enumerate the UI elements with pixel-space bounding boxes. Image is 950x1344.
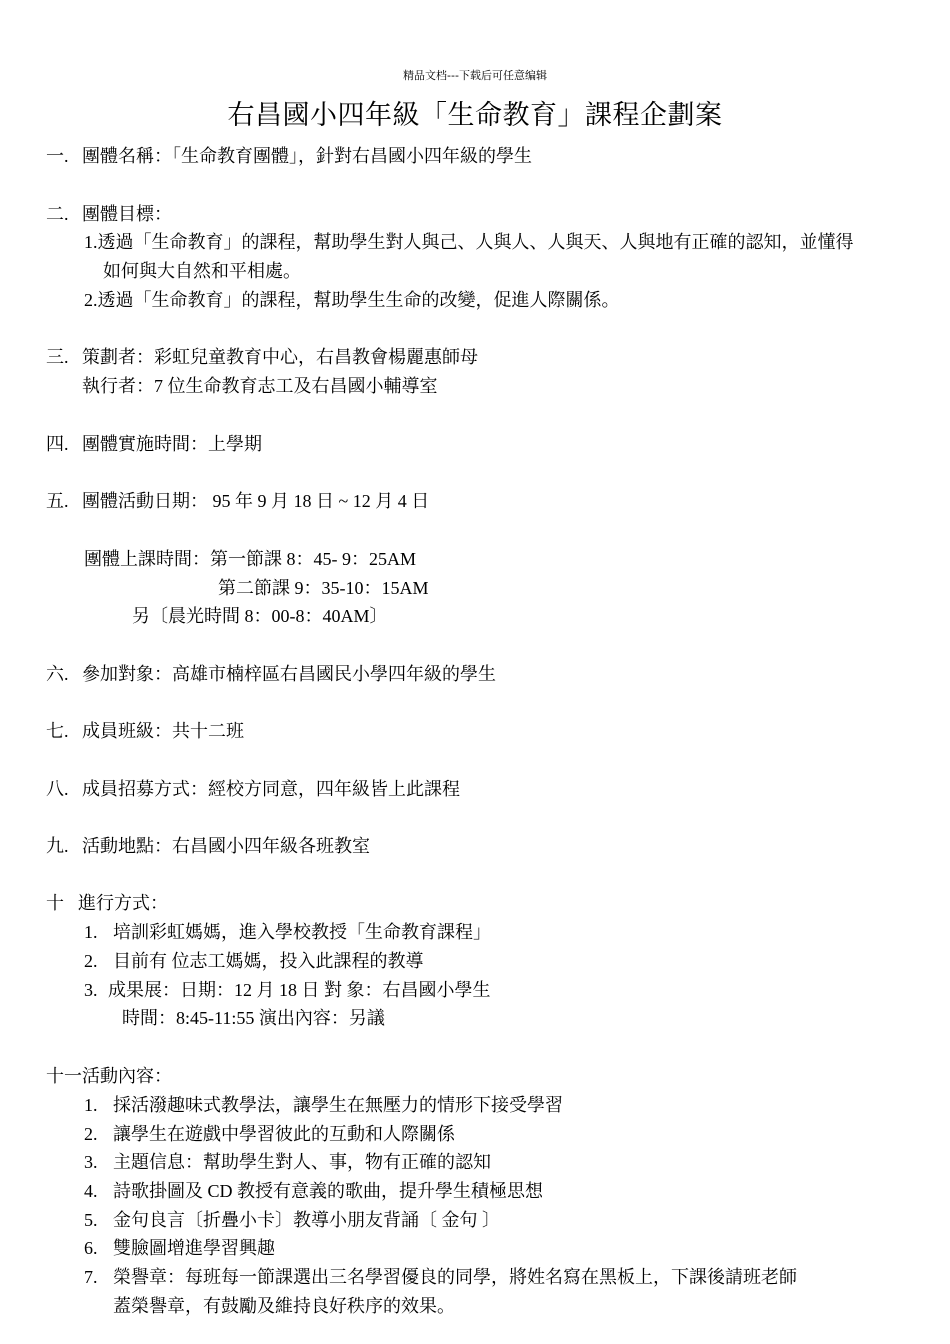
- morning-time: 另〔晨光時間 8：00-8：40AM〕: [132, 606, 388, 626]
- section-9-number: 九.: [46, 836, 69, 856]
- method-item-2-number: 2.: [84, 951, 98, 971]
- section-2-text: 團體目標：: [82, 204, 172, 224]
- section-10: [46, 891, 168, 915]
- section-1: [46, 144, 532, 168]
- activity-item-5-number: 5.: [84, 1210, 98, 1230]
- section-7: [46, 719, 244, 743]
- activity-item-2: [84, 1122, 455, 1146]
- section-4: [46, 432, 262, 456]
- activity-item-6-text: 雙臉圖增進學習興趣: [113, 1238, 275, 1258]
- goal-item-1-continued: 如何與大自然和平相處。: [103, 261, 301, 281]
- method-item-2: [84, 949, 424, 973]
- activity-item-4-text: 詩歌掛圖及 CD 教授有意義的歌曲，提升學生積極思想: [113, 1181, 544, 1201]
- activity-item-3-number: 3.: [84, 1152, 98, 1172]
- section-5-text: 團體活動日期： 95 年 9 月 18 日 ~ 12 月 4 日: [82, 491, 430, 511]
- activity-item-1-number: 1.: [84, 1095, 98, 1115]
- section-5-number: 五.: [46, 491, 69, 511]
- section-3: [46, 345, 478, 369]
- section-8-text: 成員招募方式：經校方同意，四年級皆上此課程: [82, 779, 460, 799]
- executor-line: 執行者：7 位生命教育志工及右昌國小輔導室: [82, 376, 438, 396]
- section-6-text: 參加對象：高雄市楠梓區右昌國民小學四年級的學生: [82, 664, 496, 684]
- method-item-3-number: 3.: [84, 980, 98, 1000]
- method-item-1: [84, 920, 491, 944]
- goal-item-1: 1.透過「生命教育」的課程，幫助學生對人與己、人與人、人與天、人與地有正確的認知，並懂得: [84, 232, 854, 252]
- section-3-number: 三.: [46, 347, 69, 367]
- method-item-3-continued: 時間：8:45-11:55 演出內容：另議: [122, 1008, 385, 1028]
- section-10-number: 十: [46, 893, 64, 913]
- activity-item-7: [84, 1265, 797, 1289]
- section-6-number: 六.: [46, 664, 69, 684]
- activity-item-7-continued: 蓋榮譽章，有鼓勵及維持良好秩序的效果。: [113, 1296, 455, 1316]
- method-item-1-text: 培訓彩虹媽媽，進入學校教授「生命教育課程」: [113, 922, 491, 942]
- section-3-text: 策劃者：彩虹兒童教育中心，右昌教會楊麗惠師母: [82, 347, 478, 367]
- section-9: [46, 834, 370, 858]
- section-1-number: 一.: [46, 146, 69, 166]
- section-10-text: 進行方式：: [78, 893, 168, 913]
- method-item-3: [84, 978, 491, 1002]
- activity-item-6: [84, 1236, 275, 1260]
- activity-item-7-text: 榮譽章：每班每一節課選出三名學習優良的同學，將姓名寫在黑板上，下課後請班老師: [113, 1267, 797, 1287]
- activity-item-6-number: 6.: [84, 1238, 98, 1258]
- section-6: [46, 662, 496, 686]
- method-item-3-text: 成果展：日期：12 月 18 日 對 象：右昌國小學生: [108, 980, 491, 1000]
- document-title: 右昌國小四年級「生命教育」課程企劃案: [227, 100, 723, 131]
- activity-item-3: [84, 1150, 491, 1174]
- class-time-2: 第二節課 9：35-10：15AM: [218, 578, 429, 598]
- activity-item-5: [84, 1208, 500, 1232]
- activity-item-1-text: 採活潑趣味式教學法，讓學生在無壓力的情形下接受學習: [113, 1095, 563, 1115]
- section-2-number: 二.: [46, 204, 69, 224]
- activity-item-5-text: 金句良言〔折疊小卡〕教導小朋友背誦〔 金句 〕: [113, 1210, 500, 1230]
- section-5: [46, 489, 429, 513]
- activity-item-2-text: 讓學生在遊戲中學習彼此的互動和人際關係: [113, 1124, 455, 1144]
- activity-item-1: [84, 1093, 563, 1117]
- section-2: [46, 202, 172, 226]
- header-note: 精品文档---下载后可任意编辑: [403, 69, 547, 82]
- section-8-number: 八.: [46, 779, 69, 799]
- section-4-text: 團體實施時間：上學期: [82, 434, 262, 454]
- section-7-number: 七.: [46, 721, 69, 741]
- section-8: [46, 777, 460, 801]
- activity-item-4-number: 4.: [84, 1181, 98, 1201]
- activity-item-4: [84, 1179, 543, 1203]
- section-7-text: 成員班級：共十二班: [82, 721, 244, 741]
- section-9-text: 活動地點：右昌國小四年級各班教室: [82, 836, 370, 856]
- activity-item-7-number: 7.: [84, 1267, 98, 1287]
- section-11: 十一活動內容：: [46, 1066, 172, 1086]
- method-item-1-number: 1.: [84, 922, 98, 942]
- method-item-2-text: 目前有 位志工媽媽，投入此課程的教導: [113, 951, 424, 971]
- activity-item-3-text: 主題信息：幫助學生對人、事，物有正確的認知: [113, 1152, 491, 1172]
- section-1-text: 團體名稱：「生命教育團體」，針對右昌國小四年級的學生: [82, 146, 532, 166]
- goal-item-2: 2.透過「生命教育」的課程，幫助學生生命的改變，促進人際關係。: [84, 290, 620, 310]
- section-4-number: 四.: [46, 434, 69, 454]
- class-time-1: 團體上課時間：第一節課 8：45- 9：25AM: [84, 549, 416, 569]
- activity-item-2-number: 2.: [84, 1124, 98, 1144]
